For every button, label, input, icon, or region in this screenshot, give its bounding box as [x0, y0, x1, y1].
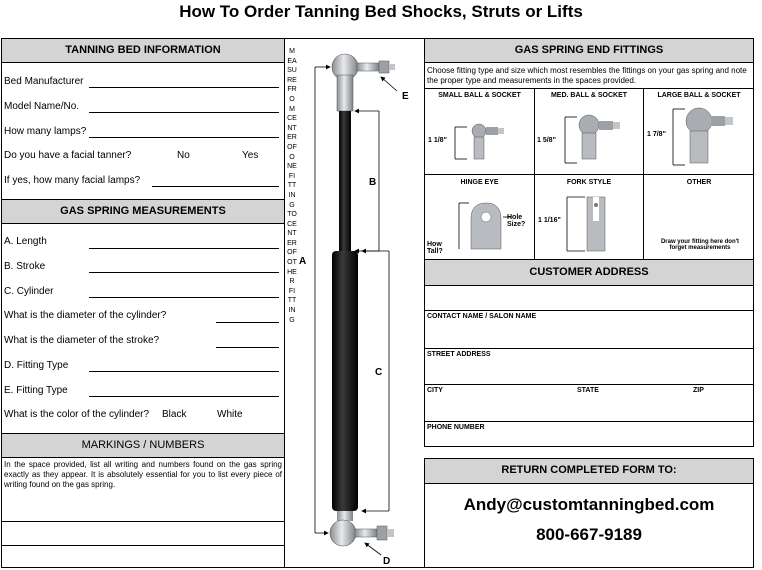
- customer-row-line-4[interactable]: [425, 421, 753, 422]
- facial-tanner-label: Do you have a facial tanner?: [4, 150, 132, 161]
- label-b: B: [369, 177, 377, 188]
- phone-number-label: PHONE NUMBER: [427, 424, 485, 431]
- label-d: D: [383, 556, 391, 567]
- gas-spring-drawing: [285, 39, 424, 569]
- cylinder-label: C. Cylinder: [4, 286, 54, 297]
- return-email: Andy@customtanningbed.com: [463, 495, 715, 514]
- fittings-grid-mid: [425, 174, 753, 175]
- length-label: A. Length: [4, 236, 47, 247]
- markings-line-2[interactable]: [2, 545, 284, 546]
- fittings-grid-top: [425, 88, 753, 89]
- hinge-eye-label: HINGE EYE: [460, 179, 499, 186]
- how-tall-label: How Tall?: [427, 241, 443, 255]
- cylinder-color-label: What is the color of the cylinder?: [4, 409, 150, 420]
- label-a: A: [299, 256, 307, 267]
- large-ball-socket-icon[interactable]: [671, 103, 753, 173]
- customer-row-line-2[interactable]: [425, 348, 753, 349]
- med-ball-label: MED. BALL & SOCKET: [550, 92, 628, 99]
- stroke-diameter-field[interactable]: [216, 347, 279, 348]
- bed-manufacturer-label: Bed Manufacturer: [4, 76, 84, 87]
- fitting-d-field[interactable]: [89, 371, 279, 372]
- color-black-option[interactable]: Black: [162, 409, 187, 420]
- tanning-info-header: TANNING BED INFORMATION: [2, 39, 284, 63]
- cylinder-diameter-field[interactable]: [216, 322, 279, 323]
- small-ball-socket-icon[interactable]: [453, 113, 533, 169]
- fittings-grid-col2: [643, 88, 644, 260]
- hole-size-label: Hole Size?: [507, 214, 526, 228]
- fitting-d-label: D. Fitting Type: [4, 360, 69, 371]
- large-ball-size: 1 7/8": [647, 131, 666, 138]
- fittings-panel: [424, 38, 754, 260]
- med-ball-size: 1 5/8": [537, 137, 556, 144]
- fittings-intro: Choose fitting type and size which most resembles the fittings on your gas spring and note the proper type and measurements in the spaces provided.: [427, 66, 747, 85]
- zip-label: ZIP: [693, 387, 704, 394]
- stroke-label: B. Stroke: [4, 261, 46, 272]
- color-white-option[interactable]: White: [217, 409, 243, 420]
- label-c: C: [375, 367, 383, 378]
- fork-style-icon[interactable]: [563, 189, 641, 257]
- return-header: RETURN COMPLETED FORM TO:: [425, 459, 753, 484]
- measure-vertical-label: MEASURE FROM CENTER OF ONE FITTING TO CENTER OF OTHER FITTING: [287, 48, 297, 324]
- measurements-header: GAS SPRING MEASUREMENTS: [2, 200, 284, 224]
- state-label: STATE: [577, 387, 599, 394]
- measurements-panel: [1, 199, 285, 434]
- other-label: OTHER: [686, 179, 712, 186]
- fittings-header: GAS SPRING END FITTINGS: [425, 39, 753, 63]
- length-field[interactable]: [89, 248, 279, 249]
- facial-yes-option[interactable]: Yes: [242, 150, 259, 161]
- markings-panel: [1, 433, 285, 568]
- gas-spring-diagram: [285, 38, 424, 568]
- med-ball-socket-icon[interactable]: [563, 107, 641, 171]
- small-ball-label: SMALL BALL & SOCKET: [438, 92, 521, 99]
- customer-header: CUSTOMER ADDRESS: [425, 260, 753, 286]
- street-address-label: STREET ADDRESS: [427, 351, 491, 358]
- customer-row-line-1[interactable]: [425, 310, 753, 311]
- page-title: How To Order Tanning Bed Shocks, Struts or Lifts: [179, 2, 583, 21]
- return-panel: [424, 458, 754, 568]
- cylinder-field[interactable]: [89, 297, 279, 298]
- return-phone: 800-667-9189: [536, 525, 642, 544]
- fitting-e-label: E. Fitting Type: [4, 385, 68, 396]
- large-ball-label: LARGE BALL & SOCKET: [657, 92, 741, 99]
- markings-line-1[interactable]: [2, 521, 284, 522]
- stroke-field[interactable]: [89, 272, 279, 273]
- city-label: CITY: [427, 387, 443, 394]
- cylinder-diameter-label: What is the diameter of the cylinder?: [4, 310, 167, 321]
- lamps-count-label: How many lamps?: [4, 126, 87, 137]
- facial-lamps-label: If yes, how many facial lamps?: [4, 175, 141, 186]
- facial-lamps-field[interactable]: [152, 186, 279, 187]
- fork-size: 1 1/16": [538, 217, 561, 224]
- markings-instructions: In the space provided, list all writing and numbers found on the gas spring exactly as they appear. It is absolutely essential for you to list every piece of writing found on the gas spring.: [4, 460, 282, 489]
- customer-row-line-3[interactable]: [425, 384, 753, 385]
- model-name-label: Model Name/No.: [4, 101, 80, 112]
- small-ball-size: 1 1/8": [428, 137, 447, 144]
- tanning-info-panel: [1, 38, 285, 200]
- contact-name-label: CONTACT NAME / SALON NAME: [427, 313, 537, 320]
- bed-manufacturer-field[interactable]: [89, 87, 279, 88]
- fittings-grid-col1: [534, 88, 535, 260]
- markings-header: MARKINGS / NUMBERS: [2, 434, 284, 458]
- facial-no-option[interactable]: No: [177, 150, 190, 161]
- stroke-diameter-label: What is the diameter of the stroke?: [4, 335, 160, 346]
- fork-style-label: FORK STYLE: [566, 179, 612, 186]
- lamps-count-field[interactable]: [89, 137, 279, 138]
- label-e: E: [402, 91, 409, 102]
- other-note: Draw your fitting here don't forget measurements: [660, 239, 740, 251]
- customer-panel: [424, 259, 754, 447]
- model-name-field[interactable]: [89, 112, 279, 113]
- fitting-e-field[interactable]: [89, 396, 279, 397]
